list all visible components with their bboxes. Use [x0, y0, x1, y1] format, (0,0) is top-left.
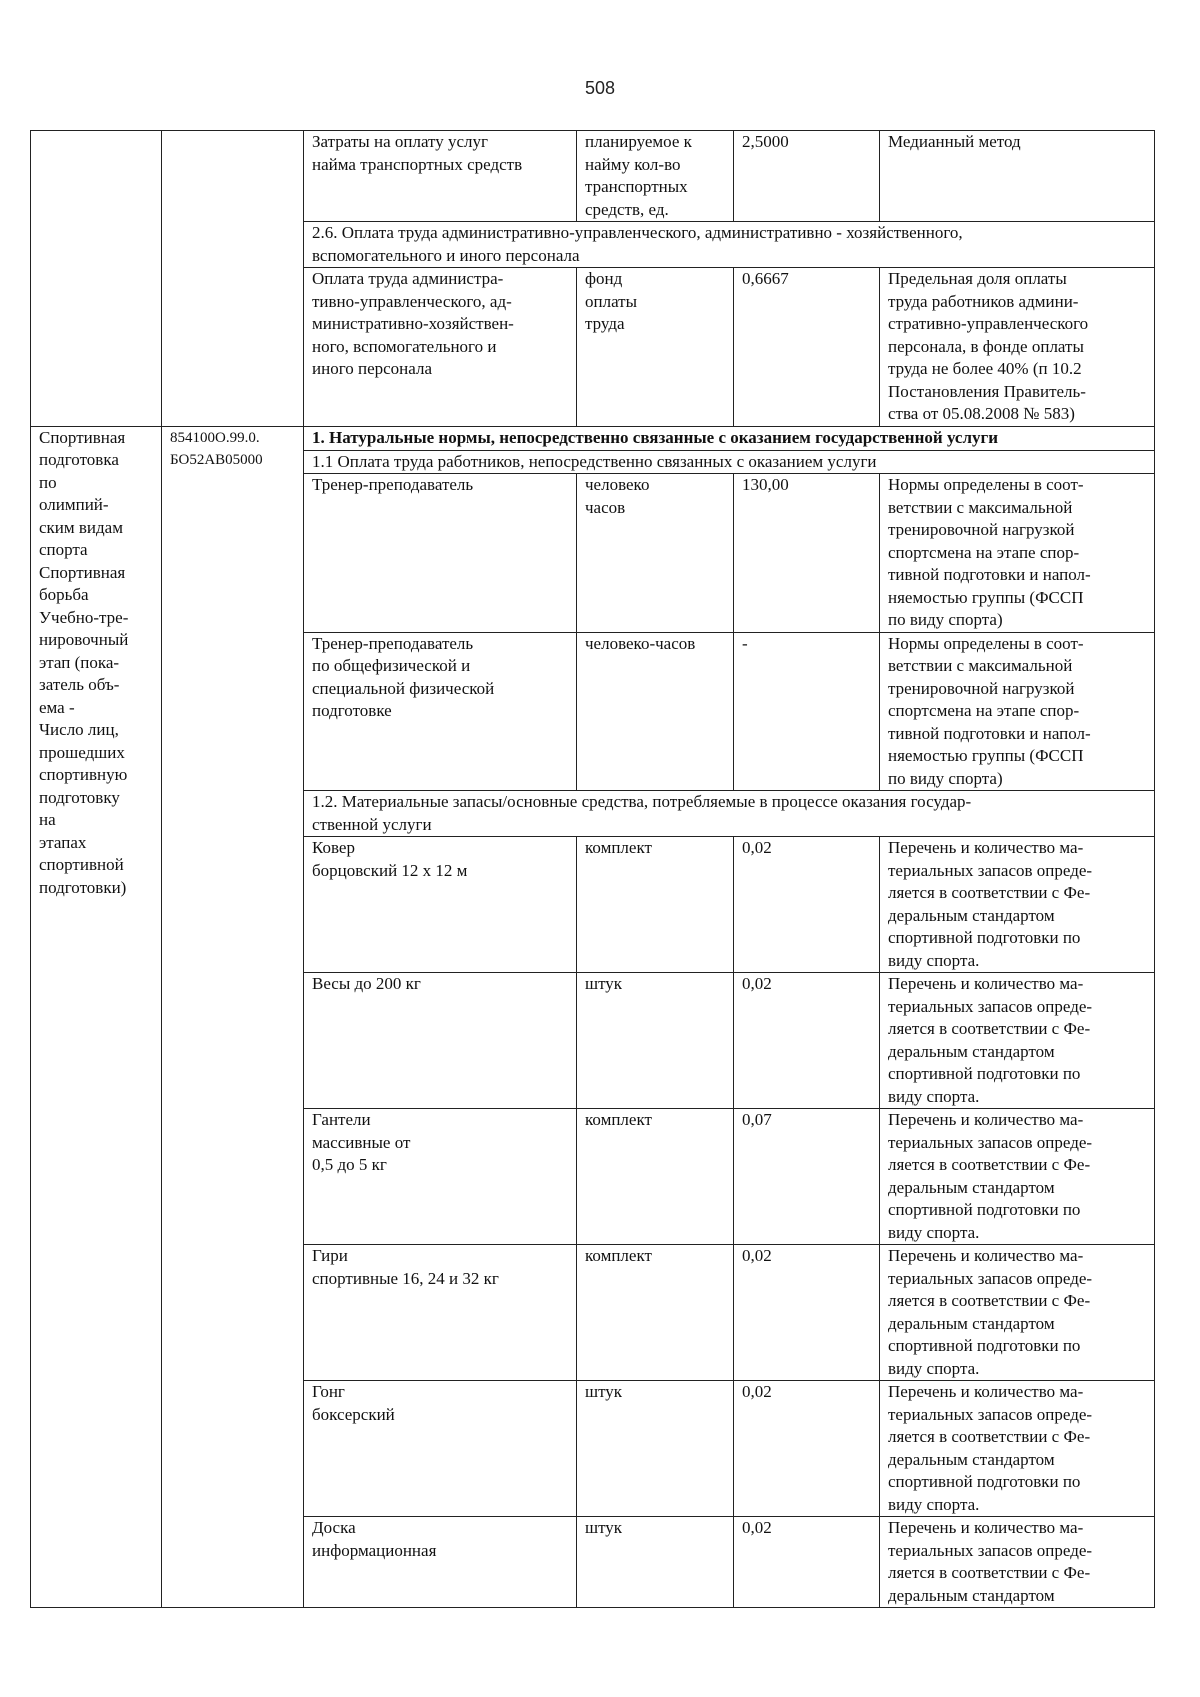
basis-cell-line: Постановления Правитель-	[888, 381, 1086, 401]
unit-cell-line: труда	[585, 314, 625, 333]
basis-cell-line: ляется в соответствии с Фе-	[888, 1155, 1091, 1174]
cost-name-cell-line: министративно-хозяйствен-	[312, 314, 514, 333]
basis-cell-line: деральным стандартом	[888, 1585, 1055, 1605]
cost-name-cell-line: 0,5 до 5 кг	[312, 1155, 387, 1174]
basis-cell-line: виду спорта.	[888, 950, 980, 970]
basis-cell-line: ляется в соответствии с Фе-	[888, 1427, 1091, 1446]
basis-cell-line: Перечень и количество ма-	[888, 1518, 1084, 1537]
service-name-cell-line: затель объ-	[39, 675, 120, 694]
basis-cell-line: спортивной подготовки по	[888, 1064, 1081, 1083]
basis-cell	[880, 268, 1155, 427]
basis-cell-line: няемостью группы (ФССП	[888, 587, 1084, 607]
basis-cell-line: виду спорта.	[888, 1086, 980, 1106]
unit-cell	[577, 1109, 734, 1245]
basis-cell-line: териальных запасов опреде-	[888, 1404, 1093, 1424]
basis-cell	[880, 1109, 1155, 1245]
basis-cell-line: Перечень и количество ма-	[888, 1110, 1084, 1129]
cost-name-cell	[304, 1381, 577, 1517]
unit-cell-line: штук	[585, 1518, 623, 1537]
unit-cell	[577, 474, 734, 633]
basis-cell-line: Нормы определены в соот-	[888, 633, 1084, 653]
basis-cell-line: стративно-управленческого	[888, 314, 1089, 333]
basis-cell	[880, 837, 1155, 973]
basis-cell-line: териальных запасов опреде-	[888, 996, 1093, 1016]
cost-name-cell-line: Затраты на оплату услуг	[312, 132, 489, 151]
norms-table	[30, 130, 1155, 1608]
cost-name-cell-line: тивно-управленческого, ад-	[312, 291, 512, 311]
basis-cell-line: деральным стандартом	[888, 1313, 1055, 1333]
service-name-cell-line: Учебно-тре-	[39, 607, 129, 627]
value-cell: -	[734, 632, 880, 791]
cost-name-cell	[304, 268, 577, 427]
basis-cell-line: териальных запасов опреде-	[888, 1268, 1093, 1288]
service-name-cell-line: этап (пока-	[39, 652, 120, 672]
value-cell: 0,02	[734, 1245, 880, 1381]
cost-name-cell-line: Весы до 200 кг	[312, 974, 421, 993]
basis-cell-line: тренировочной нагрузкой	[888, 678, 1075, 698]
service-name-cell-line: подготовки)	[39, 877, 127, 897]
value-cell: 0,02	[734, 1381, 880, 1517]
cost-name-cell	[304, 1109, 577, 1245]
basis-cell-line: тивной подготовки и напол-	[888, 565, 1091, 584]
basis-cell-line: Перечень и количество ма-	[888, 838, 1084, 857]
basis-cell-line: по виду спорта)	[888, 768, 1003, 788]
section-heading	[304, 791, 1155, 837]
service-name-cell-line: олимпий-	[39, 495, 109, 514]
cost-name-cell-line: Тренер-преподаватель	[312, 633, 474, 653]
unit-cell	[577, 1245, 734, 1381]
basis-cell-line: ветствии с максимальной	[888, 656, 1073, 675]
basis-cell-line: по виду спорта)	[888, 610, 1003, 629]
service-name-cell-line: ским видам	[39, 517, 123, 537]
cost-name-cell	[304, 973, 577, 1109]
basis-cell	[880, 973, 1155, 1109]
empty-code-cell	[162, 131, 304, 427]
unit-cell-line: средств, ед.	[585, 199, 669, 219]
cost-name-cell	[304, 474, 577, 633]
cost-name-cell-line: массивные от	[312, 1132, 411, 1152]
basis-cell-line: спортсмена на этапе спор-	[888, 542, 1080, 562]
service-code-cell-line: БО52АВ05000	[170, 451, 263, 468]
basis-cell-line: деральным стандартом	[888, 1449, 1055, 1469]
basis-cell-line: тивной подготовки и напол-	[888, 723, 1091, 743]
unit-cell	[577, 973, 734, 1109]
basis-cell	[880, 1381, 1155, 1517]
basis-cell-line: спортивной подготовки по	[888, 1472, 1081, 1491]
section-heading-line: 1. Натуральные нормы, непосредственно связанные с оказанием государственной услуги	[312, 427, 999, 447]
cost-name-cell-line: Доска	[312, 1518, 356, 1537]
basis-cell-line: труда не более 40% (п 10.2	[888, 359, 1082, 378]
unit-cell	[577, 1381, 734, 1517]
cost-name-cell	[304, 1245, 577, 1381]
cost-name-cell-line: иного персонала	[312, 359, 433, 378]
basis-cell-line: деральным стандартом	[888, 1177, 1055, 1197]
unit-cell-line: комплект	[585, 1110, 652, 1129]
service-name-cell-line: Спортивная	[39, 562, 126, 582]
basis-cell-line: ства от 05.08.2008 № 583)	[888, 404, 1075, 423]
cost-name-cell-line: борцовский 12 х 12 м	[312, 860, 468, 880]
basis-cell-line: спортивной подготовки по	[888, 1336, 1081, 1355]
service-name-cell-line: борьба	[39, 585, 89, 604]
value-cell: 130,00	[734, 474, 880, 633]
unit-cell-line: штук	[585, 1382, 623, 1401]
basis-cell	[880, 1245, 1155, 1381]
unit-cell-line: человеко	[585, 475, 650, 494]
basis-cell-line: спортивной подготовки по	[888, 928, 1081, 947]
unit-cell-line: комплект	[585, 838, 652, 857]
unit-cell-line: человеко-часов	[585, 633, 696, 653]
basis-cell	[880, 632, 1155, 791]
cost-name-cell	[304, 837, 577, 973]
cost-name-cell-line: ного, вспомогательного и	[312, 336, 497, 356]
basis-cell-line: териальных запасов опреде-	[888, 1540, 1093, 1560]
cost-name-cell	[304, 632, 577, 791]
basis-cell-line: спортивной подготовки по	[888, 1200, 1081, 1219]
cost-name-cell-line: найма транспортных средств	[312, 154, 523, 174]
page-number: 508	[584, 78, 616, 98]
basis-cell-line: спортсмена на этапе спор-	[888, 701, 1080, 720]
service-name-cell-line: этапах	[39, 832, 87, 852]
basis-cell-line: ляется в соответствии с Фе-	[888, 1019, 1091, 1038]
cost-name-cell	[304, 131, 577, 222]
cost-name-cell-line: боксерский	[312, 1404, 395, 1424]
service-name-cell-line: по	[39, 472, 57, 492]
cost-name-cell-line: информационная	[312, 1540, 437, 1560]
section-heading-line: 1.1 Оплата труда работников, непосредственно связанных с оказанием услуги	[312, 451, 877, 471]
service-name-cell-line: спортивную	[39, 765, 128, 784]
cost-name-cell-line: Тренер-преподаватель	[312, 475, 474, 494]
basis-cell-line: териальных запасов опреде-	[888, 1132, 1093, 1152]
basis-cell-line: виду спорта.	[888, 1494, 980, 1514]
basis-cell-line: Перечень и количество ма-	[888, 1382, 1084, 1401]
service-name-cell-line: Число лиц,	[39, 720, 119, 739]
unit-cell	[577, 632, 734, 791]
unit-cell-line: часов	[585, 497, 626, 517]
cost-name-cell	[304, 1517, 577, 1608]
value-cell: 2,5000	[734, 131, 880, 222]
service-name-cell	[31, 426, 162, 1608]
basis-cell-line: териальных запасов опреде-	[888, 860, 1093, 880]
value-cell: 0,6667	[734, 268, 880, 427]
basis-cell-line: Нормы определены в соот-	[888, 475, 1084, 494]
basis-cell-line: ляется в соответствии с Фе-	[888, 1291, 1091, 1310]
basis-cell-line: виду спорта.	[888, 1358, 980, 1378]
unit-cell	[577, 131, 734, 222]
basis-cell-line: ляется в соответствии с Фе-	[888, 883, 1091, 902]
basis-cell-line: деральным стандартом	[888, 1041, 1055, 1061]
basis-cell-line: ветствии с максимальной	[888, 497, 1073, 517]
service-name-cell-line: ема -	[39, 697, 75, 717]
section-heading	[304, 450, 1155, 474]
unit-cell-line: оплаты	[585, 291, 638, 311]
table-row	[31, 131, 1155, 222]
section-heading-line: ственной услуги	[312, 814, 432, 834]
service-name-cell-line: на	[39, 810, 56, 829]
basis-cell-line: Перечень и количество ма-	[888, 1246, 1084, 1265]
basis-cell-line: Медианный метод	[888, 132, 1021, 151]
section-heading-line: 2.6. Оплата труда административно-управленческого, административно - хозяйственного,	[312, 223, 963, 242]
cost-name-cell-line: спортивные 16, 24 и 32 кг	[312, 1268, 499, 1288]
basis-cell	[880, 474, 1155, 633]
value-cell: 0,07	[734, 1109, 880, 1245]
cost-name-cell-line: Гонг	[312, 1382, 345, 1401]
basis-cell-line: Предельная доля оплаты	[888, 269, 1067, 288]
service-name-cell-line: Спортивная	[39, 427, 126, 447]
unit-cell-line: планируемое к	[585, 132, 692, 151]
unit-cell-line: комплект	[585, 1246, 652, 1265]
basis-cell-line: виду спорта.	[888, 1222, 980, 1242]
basis-cell-line: Перечень и количество ма-	[888, 974, 1084, 993]
cost-name-cell-line: Гантели	[312, 1110, 371, 1129]
cost-name-cell-line: специальной физической	[312, 678, 495, 698]
section-heading-line: вспомогательного и иного персонала	[312, 245, 580, 265]
basis-cell-line: персонала, в фонде оплаты	[888, 336, 1084, 356]
section-heading	[304, 222, 1155, 268]
basis-cell-line: няемостью группы (ФССП	[888, 746, 1084, 765]
basis-cell	[880, 131, 1155, 222]
cost-name-cell-line: по общефизической и	[312, 656, 471, 675]
service-name-cell-line: подготовку	[39, 787, 120, 807]
service-code-cell-line: 854100О.99.0.	[170, 429, 260, 446]
service-name-cell-line: нировочный	[39, 630, 129, 649]
unit-cell	[577, 1517, 734, 1608]
empty-service-cell	[31, 131, 162, 427]
service-name-cell-line: спортивной	[39, 855, 124, 874]
basis-cell-line: деральным стандартом	[888, 905, 1055, 925]
value-cell: 0,02	[734, 837, 880, 973]
cost-name-cell-line: Ковер	[312, 838, 355, 857]
unit-cell-line: штук	[585, 974, 623, 993]
basis-cell-line: ляется в соответствии с Фе-	[888, 1563, 1091, 1582]
cost-name-cell-line: Гири	[312, 1246, 348, 1265]
value-cell: 0,02	[734, 973, 880, 1109]
basis-cell-line: труда работников админи-	[888, 291, 1079, 311]
cost-name-cell-line: подготовке	[312, 701, 392, 720]
service-name-cell-line: прошедших	[39, 742, 125, 762]
cost-name-cell-line: Оплата труда администра-	[312, 269, 504, 288]
unit-cell	[577, 837, 734, 973]
unit-cell	[577, 268, 734, 427]
basis-cell-line: тренировочной нагрузкой	[888, 520, 1075, 539]
section-heading	[304, 426, 1155, 450]
service-name-cell-line: спорта	[39, 540, 88, 559]
unit-cell-line: фонд	[585, 269, 623, 288]
value-cell: 0,02	[734, 1517, 880, 1608]
service-name-cell-line: подготовка	[39, 450, 119, 469]
unit-cell-line: транспортных	[585, 177, 688, 196]
service-code-cell	[162, 426, 304, 1608]
unit-cell-line: найму кол-во	[585, 154, 681, 174]
section-heading-line: 1.2. Материальные запасы/основные средства, потребляемые в процессе оказания государ-	[312, 792, 972, 811]
basis-cell	[880, 1517, 1155, 1608]
